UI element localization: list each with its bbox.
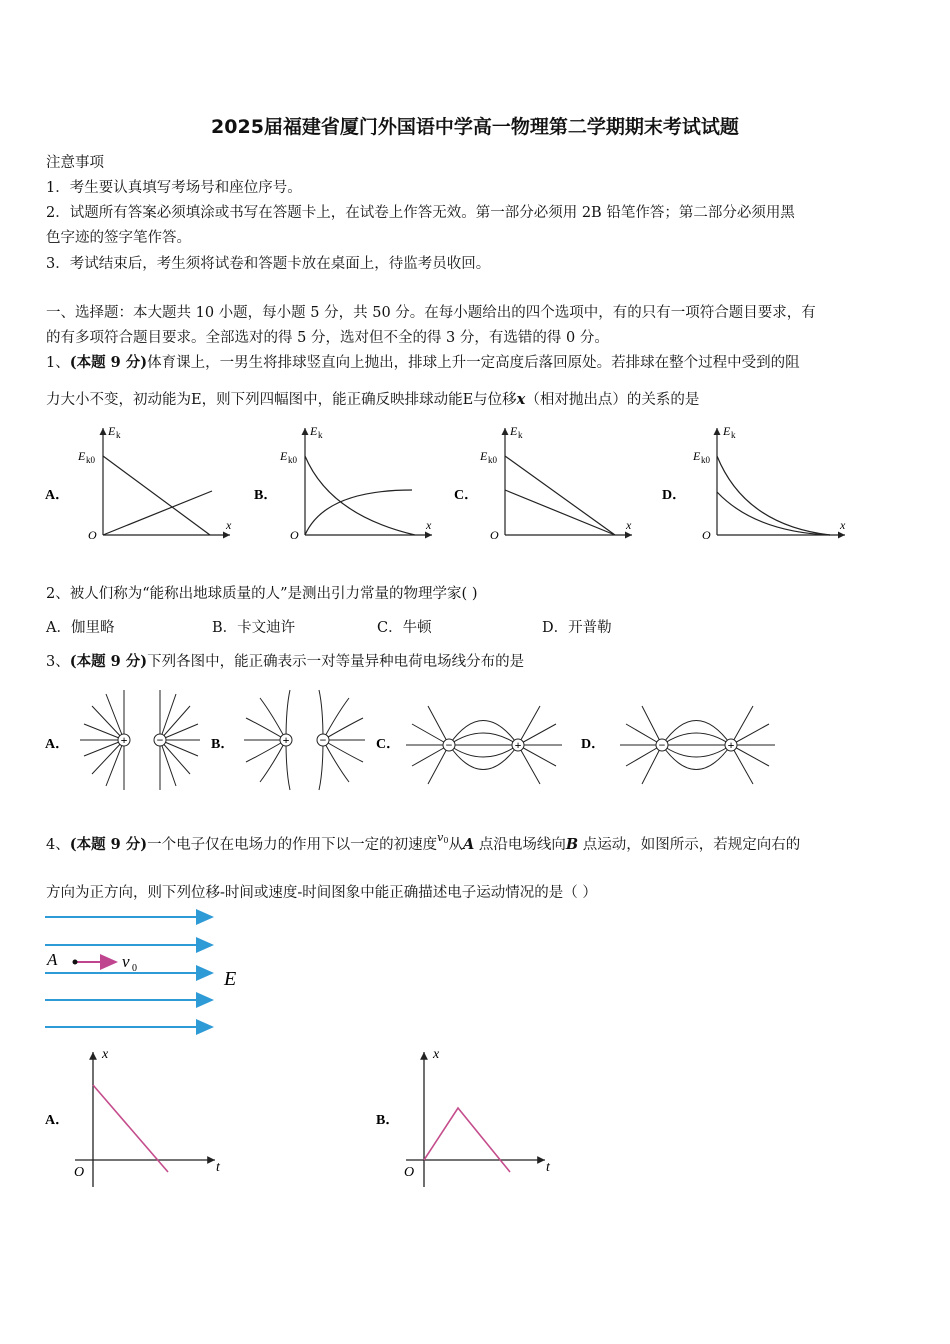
q3-option-b: B． bbox=[211, 737, 235, 752]
q2-option-b: B．卡文迪许 bbox=[212, 620, 296, 636]
q1-b-ysub: k bbox=[318, 430, 323, 440]
q1-var-x: x bbox=[516, 391, 526, 408]
q1-a-xaxis: x bbox=[226, 518, 232, 532]
q4-v0: v bbox=[437, 831, 444, 844]
q4-text-a: 一个电子仅在电场力的作用下以一定的初速度 bbox=[147, 837, 438, 853]
q1-graph-b bbox=[254, 424, 432, 542]
q3-line bbox=[46, 650, 524, 671]
page-title: 2025届福建省厦门外国语中学高一物理第二学期期末考试试题 bbox=[211, 116, 739, 138]
q4-b-origin: O bbox=[404, 1165, 415, 1180]
q4-b-yaxis: x bbox=[433, 1047, 440, 1062]
q2-option-a: A．伽里略 bbox=[46, 620, 115, 636]
q1-b-origin: O bbox=[290, 528, 299, 542]
field-v0: v bbox=[122, 952, 130, 971]
q4-text-c: 点沿电场线向 bbox=[474, 837, 566, 853]
q1-c-xaxis: x bbox=[626, 518, 632, 532]
q1-option-d: D． bbox=[662, 488, 687, 503]
q3-a-charge-2: − bbox=[156, 733, 164, 747]
q3-points: (本题 9 分) bbox=[69, 653, 148, 670]
q4-graph-a bbox=[45, 1047, 221, 1187]
q3-c-charge-2: + bbox=[514, 738, 522, 752]
q4-graph-b bbox=[376, 1047, 551, 1187]
section-instructions-1: 一、选择题：本大题共 10 小题，每小题 5 分，共 50 分。在每小题给出的四个选项中，有的只有一项符合题目要求，有 bbox=[46, 305, 816, 321]
q2-option-c: C．牛顿 bbox=[377, 620, 432, 636]
q1-c-y0: E bbox=[480, 449, 488, 463]
q4-line1 bbox=[46, 831, 800, 854]
q4-number: 4、 bbox=[46, 837, 70, 853]
q1-b-xaxis: x bbox=[426, 518, 432, 532]
q4-option-a: A． bbox=[45, 1113, 70, 1128]
q1-a-ysub: k bbox=[116, 430, 121, 440]
field-e-label: E bbox=[224, 968, 237, 990]
notice-item-3: 3．考试结束后，考生须将试卷和答题卡放在桌面上，待监考员收回。 bbox=[46, 256, 491, 272]
q1-option-c: C． bbox=[454, 488, 479, 503]
q3-c-charge-1: − bbox=[445, 738, 453, 752]
q3-text: 下列各图中，能正确表示一对等量异种电荷电场线分布的是 bbox=[147, 654, 525, 670]
q1-option-a: A． bbox=[45, 488, 70, 503]
q1-text: 体育课上，一男生将排球竖直向上抛出，排球上升一定高度后落回原处。若排球在整个过程中受到的阻 bbox=[147, 355, 800, 371]
q1-graph-d bbox=[662, 424, 846, 542]
q3-diagram-b bbox=[244, 690, 365, 790]
q4-option-b: B． bbox=[376, 1113, 400, 1128]
section-instructions-2: 的有多项符合题目要求。全部选对的得 5 分，选对但不全的得 3 分，有选错的得 0 分。 bbox=[46, 330, 609, 346]
q1-a-y0: E bbox=[78, 449, 86, 463]
q3-number: 3、 bbox=[46, 654, 70, 670]
q1-b-yaxis: E bbox=[310, 424, 318, 438]
q1-c-origin: O bbox=[490, 528, 499, 542]
q3-diagram-a bbox=[80, 690, 200, 790]
q4-graphs bbox=[40, 1040, 580, 1190]
field-lines bbox=[45, 917, 212, 1027]
q3-b-charge-1: + bbox=[282, 733, 290, 747]
q1-text-a: 力大小不变，初动能为E，则下列四幅图中，能正确反映排球动能E与位移 bbox=[46, 392, 517, 408]
q4-a-origin: O bbox=[74, 1165, 85, 1180]
q1-option-b: B． bbox=[254, 488, 278, 503]
q1-number: 1、 bbox=[46, 355, 70, 371]
q4-point-a: A bbox=[462, 836, 475, 853]
q4-point-b: B bbox=[565, 836, 579, 853]
field-point-a: A bbox=[47, 950, 58, 969]
q2-text: 2、被人们称为“能称出地球质量的人”是测出引力常量的物理学家( ) bbox=[46, 586, 478, 602]
q3-b-charge-2: − bbox=[319, 733, 327, 747]
q1-c-ysub: k bbox=[518, 430, 523, 440]
q1-points: (本题 9 分) bbox=[69, 354, 148, 371]
field-v0-sub: 0 bbox=[132, 963, 137, 974]
q1-graph-c bbox=[454, 424, 632, 542]
notice-item-2-cont: 色字迹的签字笔作答。 bbox=[46, 230, 191, 246]
q1-a-origin: O bbox=[88, 528, 97, 542]
q3-option-a: A． bbox=[45, 737, 70, 752]
q3-d-charge-2: + bbox=[727, 738, 735, 752]
notice-item-2: 2．试题所有答案必须填涂或书写在答题卡上，在试卷上作答无效。第一部分必须用 2B 铅笔作答；第二部分必须用黑 bbox=[46, 205, 795, 221]
q3-a-charge-1: + bbox=[120, 733, 128, 747]
q3-diagram-d bbox=[620, 706, 775, 784]
q1-graph-a bbox=[45, 424, 232, 542]
q1-b-y0sub: k0 bbox=[288, 455, 297, 465]
q1-d-y0sub: k0 bbox=[701, 455, 710, 465]
q1-b-y0: E bbox=[280, 449, 288, 463]
q4-a-yaxis: x bbox=[102, 1047, 109, 1062]
q4-points: (本题 9 分) bbox=[69, 836, 148, 853]
q3-option-c: C． bbox=[376, 737, 401, 752]
q1-c-yaxis: E bbox=[510, 424, 518, 438]
q1-a-y0sub: k0 bbox=[86, 455, 95, 465]
q4-v0sub: 0 bbox=[443, 836, 449, 845]
notice-item-1: 1．考生要认真填写考场号和座位序号。 bbox=[46, 180, 302, 196]
q3-option-d: D． bbox=[581, 737, 606, 752]
q1-a-yaxis: E bbox=[108, 424, 116, 438]
q3-field-diagrams bbox=[40, 686, 800, 796]
q4-text-b: 从 bbox=[448, 837, 463, 853]
q3-d-charge-1: − bbox=[658, 738, 666, 752]
q1-graphs bbox=[40, 420, 910, 550]
q4-line2: 方向为正方向，则下列位移-时间或速度-时间图象中能正确描述电子运动情况的是（ ） bbox=[46, 885, 597, 901]
q1-d-xaxis: x bbox=[840, 518, 846, 532]
q4-field-figure bbox=[40, 905, 260, 1040]
q2-option-d: D．开普勒 bbox=[542, 620, 612, 636]
q1-c-y0sub: k0 bbox=[488, 455, 497, 465]
q1-d-yaxis: E bbox=[723, 424, 731, 438]
q1-d-y0: E bbox=[693, 449, 701, 463]
q4-b-xaxis: t bbox=[546, 1160, 550, 1175]
q1-d-origin: O bbox=[702, 528, 711, 542]
q1-text-b: （相对抛出点）的关系的是 bbox=[525, 392, 700, 408]
q1-line1 bbox=[46, 351, 800, 372]
q4-a-xaxis: t bbox=[216, 1160, 220, 1175]
notice-heading: 注意事项 bbox=[46, 155, 104, 171]
q1-d-ysub: k bbox=[731, 430, 736, 440]
q4-text-d: 点运动，如图所示，若规定向右的 bbox=[578, 837, 801, 853]
q3-diagram-c bbox=[406, 706, 562, 784]
q1-line2 bbox=[46, 388, 699, 409]
